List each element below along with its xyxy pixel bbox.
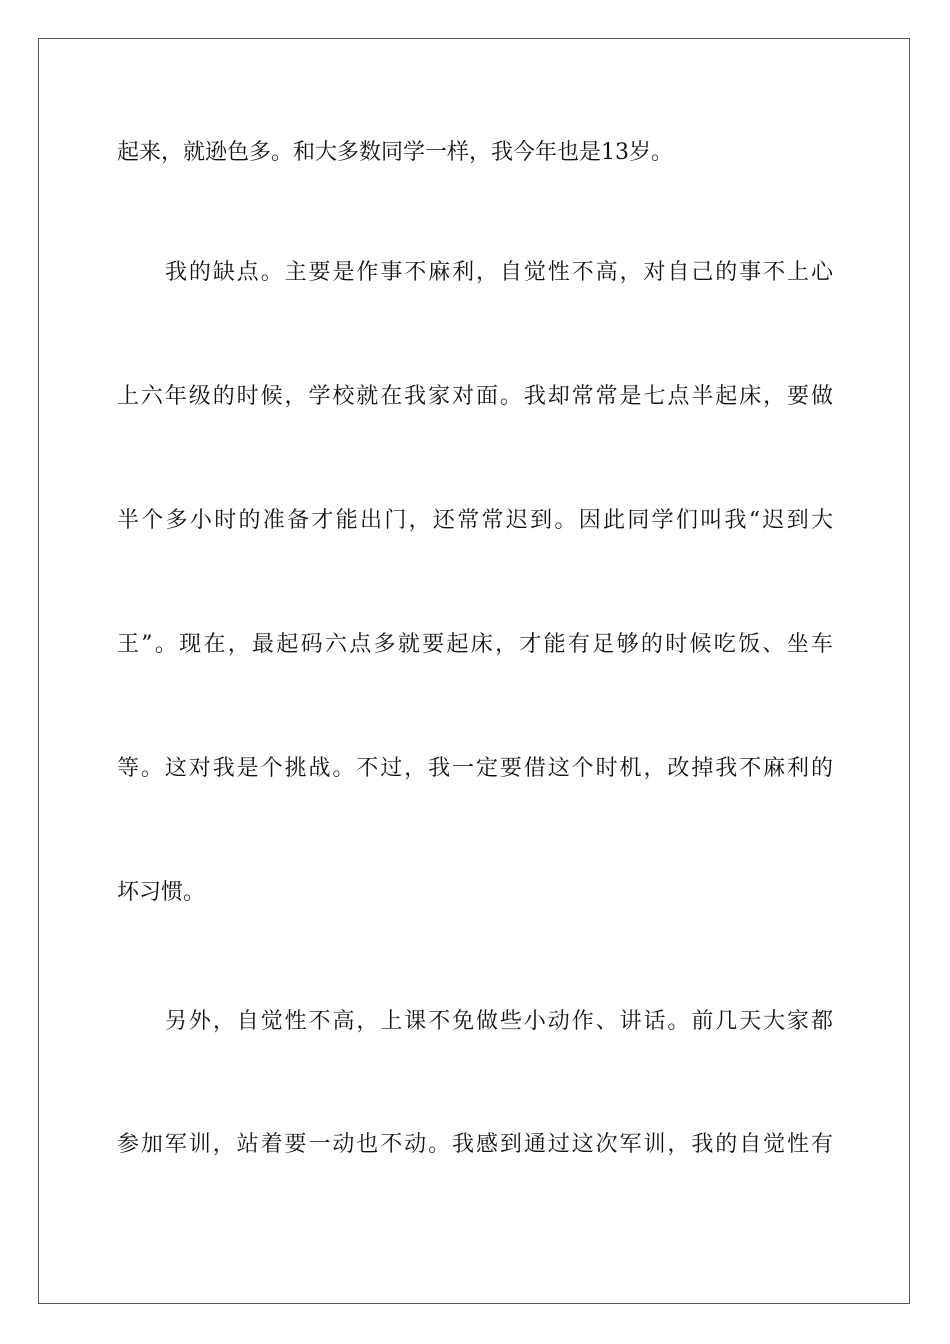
paragraph-line-8: 另外，自觉性不高，上课不免做些小动作、讲话。前几天大家都 (165, 1009, 833, 1034)
paragraph-line-7: 坏习惯。 (117, 880, 206, 905)
page-frame (38, 38, 910, 1304)
paragraph-line-9: 参加军训，站着要一动也不动。我感到通过这次军训，我的自觉性有 (117, 1132, 833, 1157)
paragraph-line-6: 等。这对我是个挑战。不过，我一定要借这个时机，改掉我不麻利的 (117, 756, 833, 781)
paragraph-line-4: 半个多小时的准备才能出门，还常常迟到。因此同学们叫我“迟到大 (117, 508, 833, 533)
paragraph-line-1: 起来，就逊色多。和大多数同学一样，我今年也是13岁。 (117, 140, 673, 165)
paragraph-line-3: 上六年级的时候，学校就在我家对面。我却常常是七点半起床，要做 (117, 384, 833, 409)
paragraph-line-5: 王”。现在，最起码六点多就要起床，才能有足够的时候吃饭、坐车 (117, 632, 833, 657)
paragraph-line-2: 我的缺点。主要是作事不麻利，自觉性不高，对自己的事不上心 (165, 260, 833, 285)
